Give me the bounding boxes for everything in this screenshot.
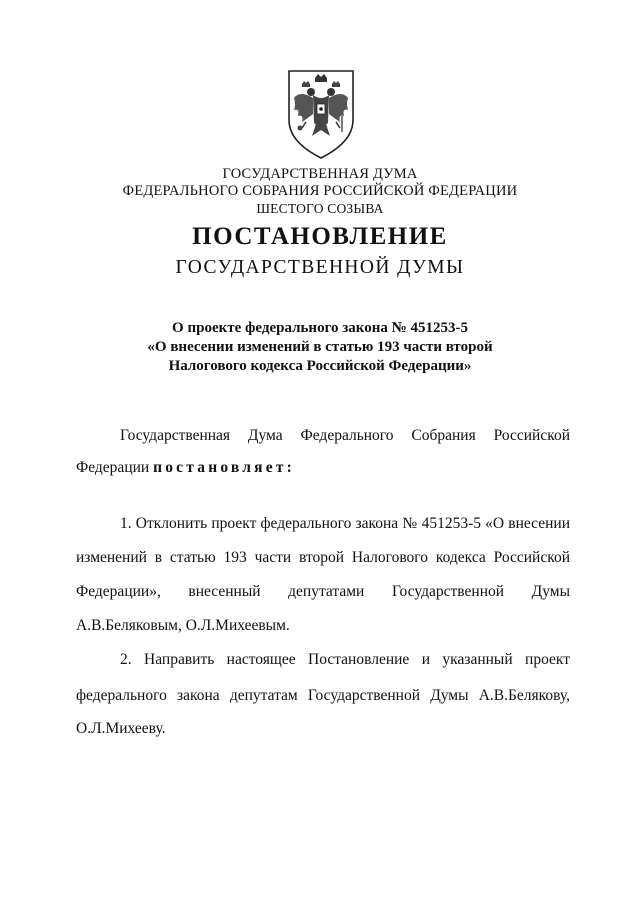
item1-line-4: А.В.Беляковым, О.Л.Михеевым.: [76, 617, 290, 634]
subject-line-1: О проекте федерального закона № 451253-5: [172, 320, 468, 336]
preamble-verb: постановляет:: [153, 459, 295, 476]
header-line-3: ШЕСТОГО СОЗЫВА: [256, 201, 384, 216]
preamble-line-2: [76, 458, 570, 478]
preamble-subject: Федерации: [76, 459, 150, 476]
preamble-line-1: Государственная Дума Федерального Собрания Российской: [120, 427, 570, 444]
coat-of-arms-emblem: [286, 68, 356, 160]
item2-line-2: федерального закона депутатам Государственной Думы А.В.Белякову,: [76, 687, 570, 704]
item2-line-1: 2. Направить настоящее Постановление и указанный проект: [120, 651, 570, 668]
item1-line-1: 1. Отклонить проект федерального закона № 451253-5 «О внесении: [120, 515, 570, 532]
subject-line-3: Налогового кодекса Российской Федерации»: [168, 358, 472, 374]
header-line-2: ФЕДЕРАЛЬНОГО СОБРАНИЯ РОССИЙСКОЙ ФЕДЕРАЦИИ: [122, 183, 518, 199]
item2-line-3: О.Л.Михееву.: [76, 720, 166, 737]
document-subtitle: ГОСУДАРСТВЕННОЙ ДУМЫ: [175, 257, 465, 278]
document-title: ПОСТАНОВЛЕНИЕ: [192, 223, 448, 250]
subject-line-2: «О внесении изменений в статью 193 части второй: [147, 339, 493, 355]
header-line-1: ГОСУДАРСТВЕННАЯ ДУМА: [222, 166, 418, 182]
item1-line-2: изменений в статью 193 части второй Налогового кодекса Российской: [76, 549, 570, 566]
item1-line-3: Федерации», внесенный депутатами Государственной Думы: [76, 583, 570, 600]
